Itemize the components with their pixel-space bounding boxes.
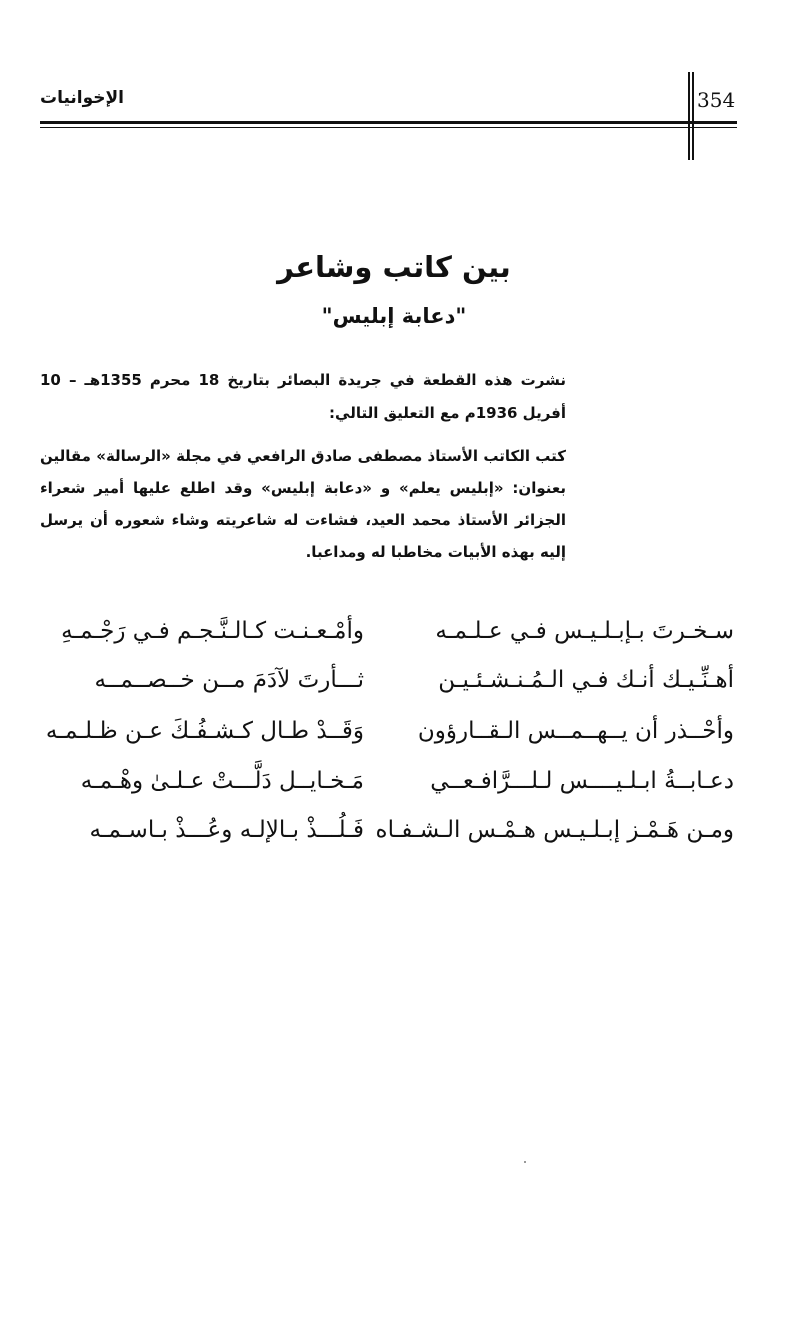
verse-line — [40, 718, 734, 758]
header-rule-thick — [40, 121, 737, 124]
verse-first-hemistich: وأحْــذر أن يــهــمــس الـقــارؤون — [417, 718, 734, 744]
verse-line — [40, 817, 734, 857]
verse-second-hemistich: ثـــأرتَ لآدَمَ مــن خــصــمــه — [94, 667, 364, 693]
verse-second-hemistich: وَقَــدْ طـال كـشـفُـكَ عـن ظـلـمـه — [45, 718, 364, 744]
running-head-title: الإخوانيات — [40, 88, 125, 108]
verse-second-hemistich: وأمْـعـنـت كـالـنَّـجـم فـي رَجْـمـهِ — [61, 618, 364, 644]
verse-line — [40, 768, 734, 808]
page-number: 354 — [697, 88, 736, 112]
verse-first-hemistich: دعـابــةُ ابـلـيــــس لـلـــرَّافـعــي — [430, 768, 734, 794]
section-subtitle: "دعابة إبليس" — [321, 304, 467, 328]
header-rule-thin — [40, 127, 737, 128]
verse-second-hemistich: فَـلُـــذْ بـالإلـه وعُـــذْ بـاسـمـه — [89, 817, 364, 843]
verse-line — [40, 667, 734, 707]
scan-speck — [524, 1161, 526, 1163]
intro-paragraph: نشرت هذه القطعة في جريدة البصائر بتاريخ 18 محرم 1355هـ – 10 أفريل 1936م مع التعليق التالي: — [40, 371, 566, 422]
section-title: بين كاتب وشاعر — [277, 250, 511, 284]
header-vertical-bar — [692, 72, 694, 160]
verse-line — [40, 618, 734, 658]
verse-second-hemistich: مَـخـايــل دَلَّـــتْ عـلـىٰ وهْـمـه — [80, 768, 364, 794]
verse-first-hemistich: سـخـرتَ بـإبـلـيـس فـي عـلـمـه — [435, 618, 734, 644]
verse-first-hemistich: أهـنِّـيـك أنـك فـي الـمُـنـشـئـيـن — [438, 667, 734, 693]
verse-first-hemistich: ومـن هَـمْـز إبـلـيـس هـمْـس الـشـفـاه — [375, 817, 734, 843]
commentary-paragraph: كتب الكاتب الأستاذ مصطفى صادق الرافعي في مجلة «الرسالة» مقالين بعنوان: «إبليس يعلم» و «دعابة إبليس» وقد اطلع عليها أمير شعراء الجزائر الأستاذ محمد العيد، فشاءت له شاعريته وشاء شعوره أن يرسل إليه بهذه الأبيات مخاطبا له ومداعبا. — [40, 447, 566, 561]
header-vertical-bar — [688, 72, 690, 160]
